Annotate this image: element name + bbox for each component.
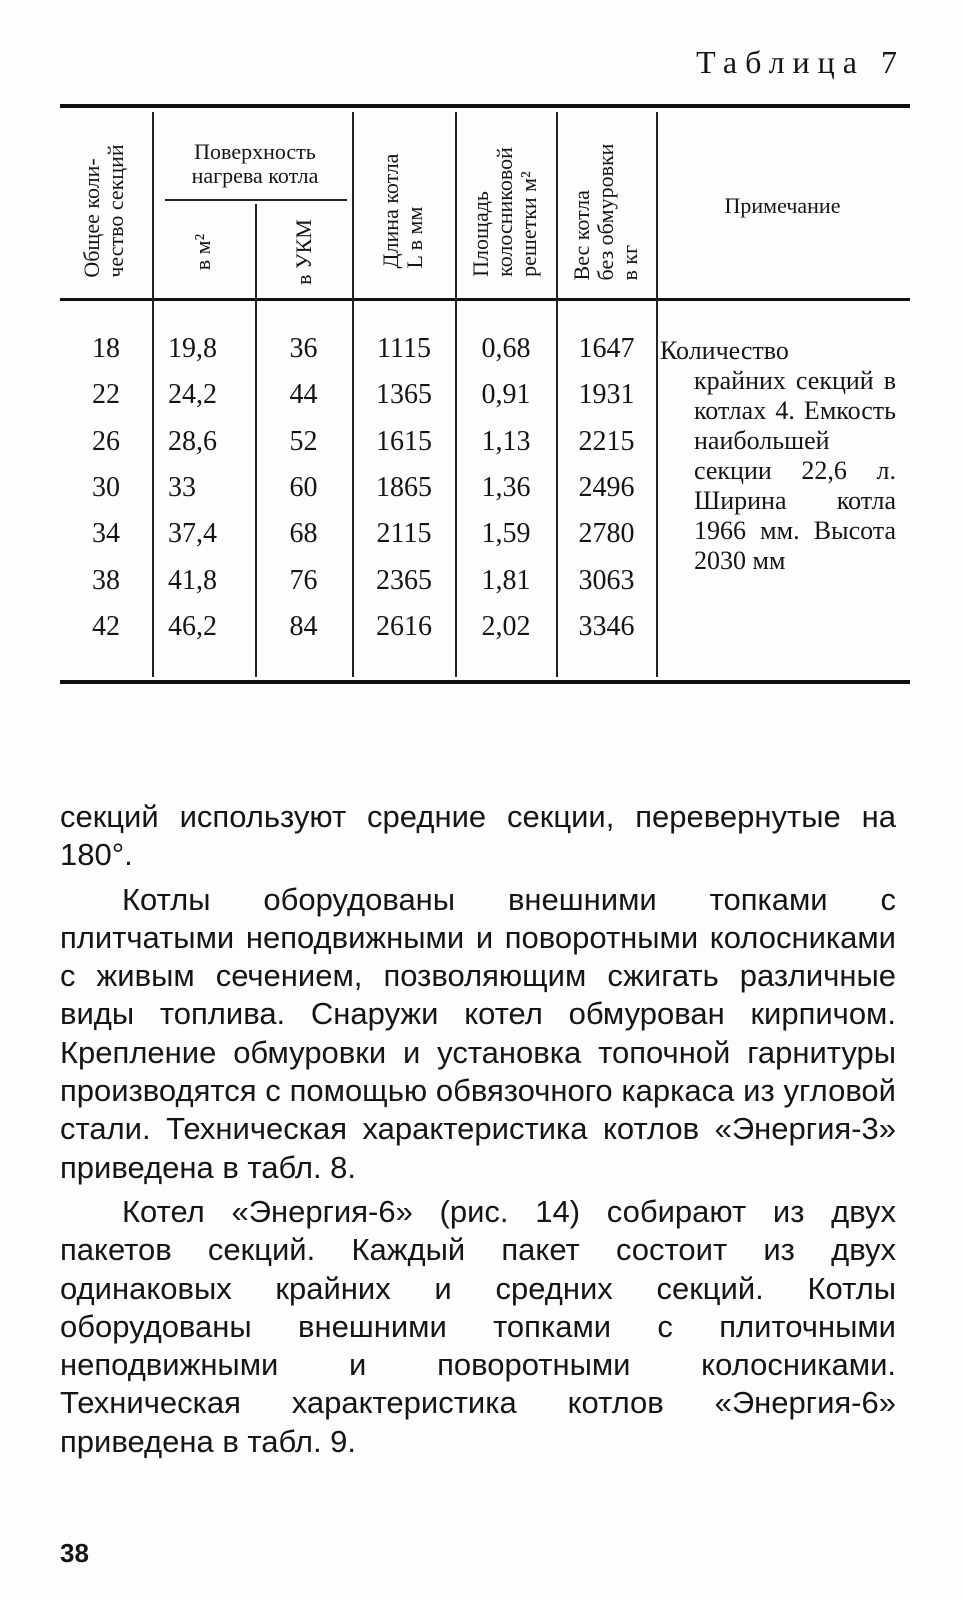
table-cell-grate: 2,02 <box>481 610 531 642</box>
table-cell-weight: 2780 <box>578 518 635 550</box>
table-cell-m2: 19,8 <box>168 333 217 364</box>
table-cell-sections: 18 <box>92 333 120 364</box>
table-cell-m2: 41,8 <box>168 564 217 596</box>
table-cell-ukm: 44 <box>289 379 318 411</box>
table-bottom-rule <box>60 680 910 684</box>
paragraph: Котлы оборудованы внешними топками с плитчатыми неподвижными и поворотными колосниками с живым сечением, позволяющим сжигать различные виды топлива. Снаружи котел обмурован кирпичом. Крепление обмуровки и установка топочной гарнитуры производятся с помощью обвязочного каркаса из угловой стали. Техническая характеристика котлов «Энергия-3» приведена в табл. 8. <box>60 881 896 1185</box>
table-cell-sections: 34 <box>92 518 120 550</box>
header-length: Длина котла L в мм <box>378 153 427 269</box>
table-note <box>660 336 896 576</box>
table-cell-sections: 22 <box>92 379 120 411</box>
table-cell-ukm: 52 <box>289 425 318 457</box>
table-cell-m2: 28,6 <box>168 425 217 457</box>
note-text: крайних секций в котлах 4. Емкость наибольшей секции 22,6 л. Ширина котла 1966 мм. Высота 2030 мм <box>694 366 896 575</box>
table-cell-length: 2115 <box>376 518 432 550</box>
table-cell-ukm: 60 <box>289 471 318 503</box>
table-cell-weight: 3063 <box>578 564 635 596</box>
table-cell-grate: 1,13 <box>481 425 531 457</box>
header-surface-group: Поверхность нагрева котла <box>191 139 319 188</box>
table-cell-sections: 26 <box>92 425 120 457</box>
header-surface-m2: в м² <box>190 233 215 271</box>
table-cell-ukm: 68 <box>289 518 318 550</box>
header-surface-ukm: в УКМ <box>291 219 316 285</box>
header-sections: Общее коли- чество секций <box>79 144 128 278</box>
header-grate-area: Площадь колосниковой решетки м² <box>468 147 541 277</box>
table-cell-length: 1615 <box>376 425 432 457</box>
table-cell-weight: 3346 <box>578 610 635 642</box>
table-cell-length: 2365 <box>376 564 432 596</box>
page-number: 38 <box>60 1538 89 1568</box>
table-caption: Таблица 7 <box>696 44 905 80</box>
table-cell-grate: 0,91 <box>481 379 531 411</box>
table-cell-grate: 1,59 <box>481 518 531 550</box>
table-cell-weight: 1931 <box>578 379 635 411</box>
table-cell-m2: 37,4 <box>168 518 217 550</box>
table-cell-weight: 1647 <box>578 333 635 364</box>
table-cell-weight: 2496 <box>578 471 635 503</box>
column-divider <box>656 112 658 677</box>
header-weight: Вес котла без обмуровки в кг <box>569 143 642 281</box>
table-cell-grate: 1,36 <box>481 471 531 503</box>
header-note: Примечание <box>724 193 841 218</box>
table-top-rule <box>60 104 910 108</box>
table-cell-ukm: 76 <box>289 564 318 596</box>
table-cell-length: 2616 <box>376 610 432 642</box>
table-cell-length: 1865 <box>376 471 432 503</box>
paragraph: секций используют средние секции, перевернутые на 180°. <box>60 799 896 873</box>
table-cell-sections: 38 <box>92 564 120 596</box>
table-cell-grate: 1,81 <box>481 564 531 596</box>
surface-group-rule <box>165 199 347 201</box>
table-cell-m2: 24,2 <box>168 379 217 411</box>
column-divider <box>152 112 154 677</box>
table-cell-m2: 33 <box>168 471 196 503</box>
table-cell-sections: 42 <box>92 610 120 642</box>
table-cell-weight: 2215 <box>578 425 635 457</box>
table-cell-length: 1365 <box>376 379 432 411</box>
table-cell-ukm: 36 <box>289 333 318 364</box>
table-cell-length: 1115 <box>377 333 431 364</box>
table-cell-grate: 0,68 <box>481 333 531 364</box>
note-first-line: Количество <box>660 336 789 365</box>
body-text <box>60 798 896 1467</box>
table-cell-sections: 30 <box>92 471 120 503</box>
table-cell-m2: 46,2 <box>168 610 217 642</box>
paragraph: Котел «Энергия-6» (рис. 14) собирают из двух пакетов секций. Каждый пакет состоит из двух одинаковых крайних и средних секций. Котлы оборудованы внешними топками с плиточными неподвижными и поворотными колосниками. Техническая характеристика котлов «Энергия-6» приведена в табл. 9. <box>60 1193 896 1459</box>
table-cell-ukm: 84 <box>289 610 318 642</box>
